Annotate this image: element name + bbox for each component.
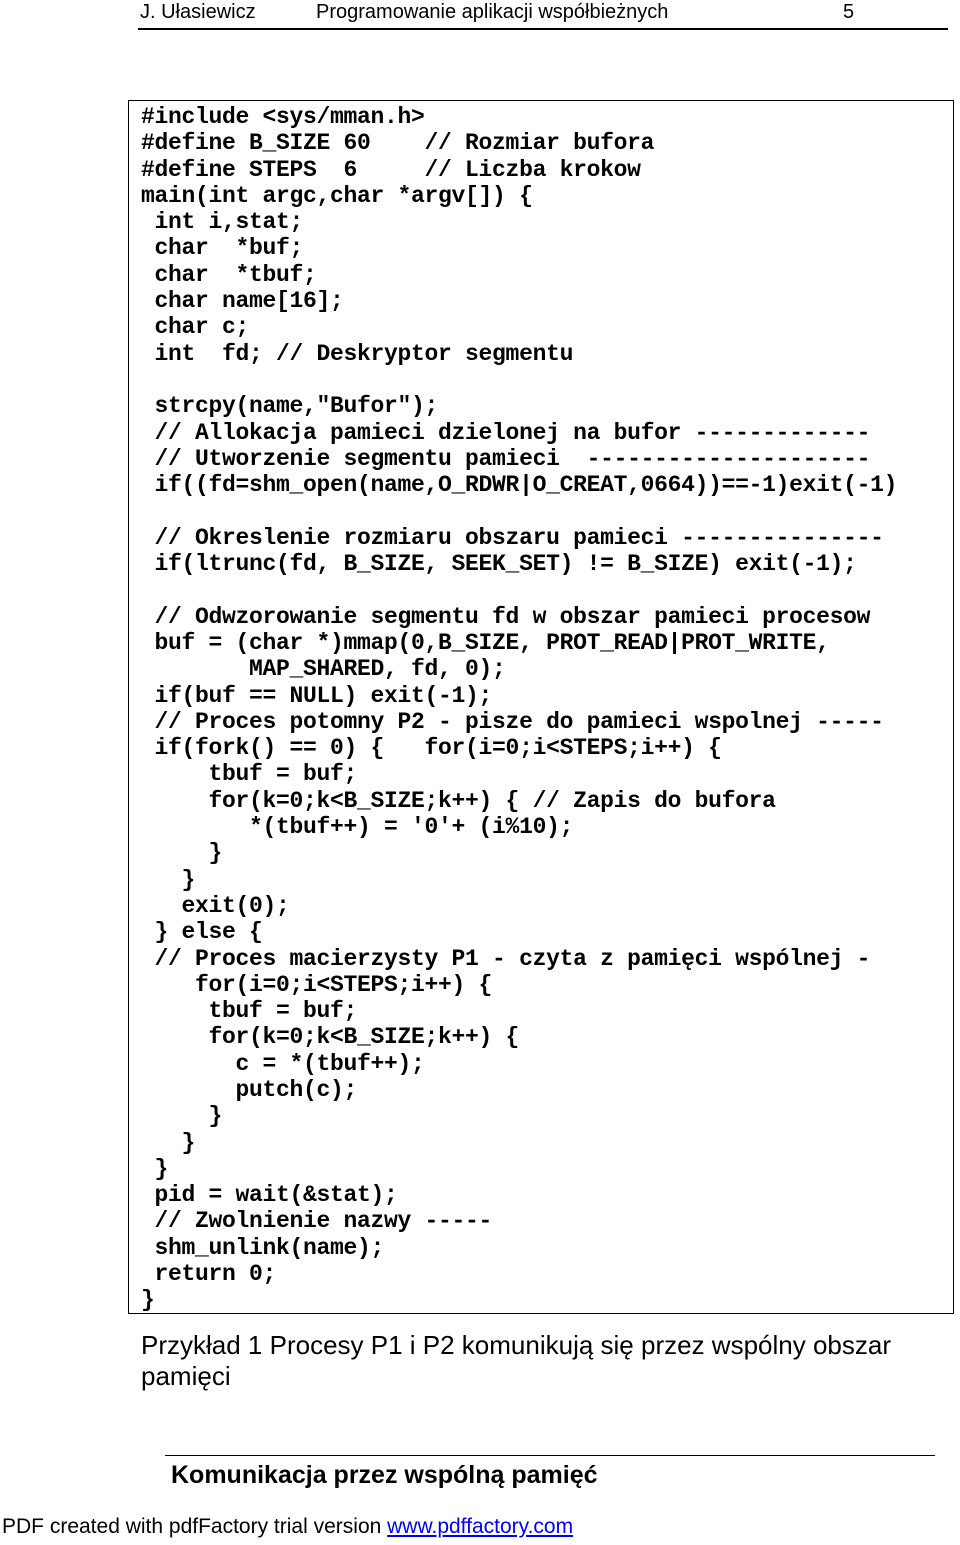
code-line: // Utworzenie segmentu pamieci --------------------- (141, 445, 871, 472)
code-line: // Proces potomny P2 - pisze do pamieci wspolnej ----- (141, 708, 884, 735)
code-line: buf = (char *)mmap(0,B_SIZE, PROT_READ|PROT_WRITE, (141, 629, 830, 656)
code-line: for(k=0;k<B_SIZE;k++) { (141, 1024, 520, 1051)
code-line (141, 367, 897, 393)
code-listing-box (128, 100, 954, 1314)
code-line: char *buf; (141, 235, 304, 262)
code-line: } else { (141, 919, 263, 946)
header-page-number: 5 (843, 1, 855, 23)
header-title: Programowanie aplikacji współbieżnych (316, 1, 669, 23)
code-line: char name[16]; (141, 288, 344, 315)
code-line: char c; (141, 314, 250, 341)
code-line: tbuf = buf; (141, 761, 358, 788)
code-line (141, 577, 897, 603)
code-line: } (141, 1155, 169, 1182)
code-line: int fd; // Deskryptor segmentu (141, 340, 574, 367)
code-line: } (141, 1287, 155, 1314)
code-line: // Allokacja pamieci dzielonej na bufor ------------- (141, 419, 871, 446)
code-line: #define B_SIZE 60 // Rozmiar bufora (141, 130, 655, 157)
code-line: shm_unlink(name); (141, 1234, 385, 1261)
code-line: } (141, 1103, 223, 1130)
pdf-note-text: PDF created with pdfFactory trial version (2, 1515, 388, 1538)
footer-rule (165, 1455, 935, 1456)
code-line: } (141, 1129, 196, 1156)
section-title: Komunikacja przez wspólną pamięć (171, 1461, 598, 1489)
figure-caption: Przykład 1 Procesy P1 i P2 komunikują się przez wspólny obszar pamięci (141, 1330, 891, 1391)
code-line: if(buf == NULL) exit(-1); (141, 682, 493, 709)
code-line: #define STEPS 6 // Liczba krokow (141, 156, 641, 183)
code-line: for(i=0;i<STEPS;i++) { (141, 971, 493, 998)
code-line: // Zwolnienie nazwy ----- (141, 1208, 493, 1235)
code-line: pid = wait(&stat); (141, 1182, 398, 1209)
code-line: for(k=0;k<B_SIZE;k++) { // Zapis do bufora (141, 787, 776, 814)
code-line: tbuf = buf; (141, 998, 358, 1025)
header-rule (138, 28, 948, 30)
code-line: } (141, 840, 223, 867)
code-listing (141, 104, 897, 1314)
code-line: exit(0); (141, 892, 290, 919)
code-line: if(ltrunc(fd, B_SIZE, SEEK_SET) != B_SIZE) exit(-1); (141, 551, 857, 578)
header-author: J. Ułasiewicz (140, 1, 256, 23)
code-line: strcpy(name,"Bufor"); (141, 393, 439, 420)
code-line: *(tbuf++) = '0'+ (i%10); (141, 814, 574, 841)
code-line: char *tbuf; (141, 261, 317, 288)
code-line: MAP_SHARED, fd, 0); (141, 656, 506, 683)
code-line: putch(c); (141, 1076, 358, 1103)
code-line: // Odwzorowanie segmentu fd w obszar pamieci procesow (141, 603, 871, 630)
code-line: c = *(tbuf++); (141, 1050, 425, 1077)
code-line: return 0; (141, 1261, 277, 1288)
code-line: main(int argc,char *argv[]) { (141, 182, 533, 209)
code-line: // Okreslenie rozmiaru obszaru pamieci --------------- (141, 524, 884, 551)
code-line: int i,stat; (141, 209, 304, 236)
pdf-factory-link[interactable]: www.pdffactory.com (387, 1515, 574, 1538)
code-line: // Proces macierzysty P1 - czyta z pamięci wspólnej - (141, 945, 871, 972)
page-header (0, 0, 960, 40)
code-line (141, 498, 897, 524)
code-line: if((fd=shm_open(name,O_RDWR|O_CREAT,0664))==-1)exit(-1) (141, 472, 898, 499)
code-line: #include <sys/mman.h> (141, 104, 425, 130)
pdf-factory-note (2, 1515, 573, 1539)
code-line: } (141, 866, 196, 893)
code-line: if(fork() == 0) { for(i=0;i<STEPS;i++) { (141, 735, 722, 762)
